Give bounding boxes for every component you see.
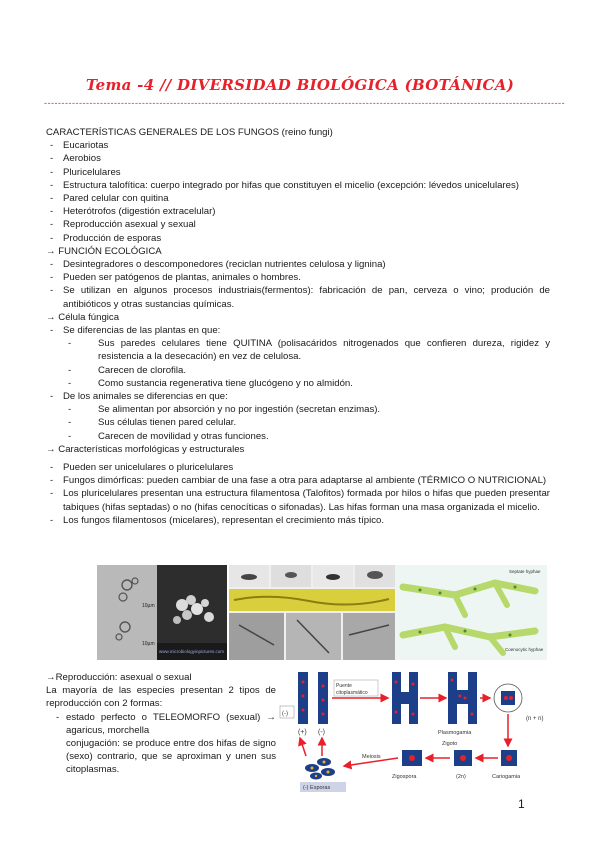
list-item (46, 487, 550, 513)
list-item-text: Pluricelulares (63, 166, 121, 178)
list-item-text: Fungos dimórficas: pueden cambiar de una fase a otra para adaptarse al ambiente (TÉRMICO O NUTRICIONAL) (63, 475, 547, 487)
label-minus-box: (-) (282, 711, 288, 717)
bullet-dash: - (50, 514, 54, 526)
plasmogamy-hyphae (448, 672, 477, 724)
bullet-dash: - (50, 179, 54, 191)
bullet-dash: - (50, 259, 54, 271)
coenocytic-label: Coenocytic hyphae (505, 647, 544, 652)
bridge-label-2: citoplasmático (336, 690, 368, 696)
list-item-text: Se utilizan en algunos procesos industriais(fermentos): fabricación de pan, cerveza o vino; produción de antibióticos y otras sustancias químicas. (63, 285, 550, 310)
list-item-text: Se diferencias de las plantas en que: (63, 325, 221, 337)
list-item (46, 166, 550, 179)
list-item-text: Estructura talofítica: cuerpo integrado por hifas que constituyen el micelio (excepción: lévedos unicelulares) (63, 179, 519, 191)
list-item: - estado perfecto o TELEOMORFO (sexual) → agaricus, morchella (56, 711, 276, 736)
title-divider: ----------------------------------------------------------------------------------------------------------------------------------------------------- (44, 98, 566, 108)
bullet-dash: - (50, 285, 54, 297)
ecologica-list (46, 258, 550, 311)
list-item: - De los animales se diferencias en que: (46, 390, 550, 403)
scale-label-2: 10µm (142, 641, 155, 647)
hypha-pair (298, 672, 328, 724)
bullet-dash: - (50, 166, 54, 178)
list-item-text: Sus paredes celulares tiene QUITINA (polisacáridos nitrogenados que confieren dureza, rigidez y resistencia a la desecación) en vez de celulosa. (98, 338, 550, 363)
list-item-text: Carecen de movilidad y otras funciones. (98, 430, 269, 442)
fungi-figure (97, 565, 547, 660)
list-item (46, 139, 550, 152)
plasmogamy-label: Plasmogamia (438, 730, 472, 736)
animales-list (46, 403, 550, 443)
bullet-dash: - (50, 475, 54, 487)
morfologicas-list (46, 461, 550, 527)
list-item-text: Pueden ser patógenos de plantas, animales o hombres. (63, 272, 301, 284)
list-item-text: Producción de esporas (63, 232, 162, 244)
celula-heading: → Célula fúngica (46, 311, 120, 323)
list-item (46, 377, 550, 390)
bullet-dash: - (68, 417, 72, 429)
micrograph-hyphae-grid (229, 565, 395, 660)
bullet-dash: - (50, 193, 54, 205)
reproduction-section (46, 671, 276, 777)
list-item (46, 284, 550, 310)
list-item (46, 337, 550, 363)
reproduction-heading: →Reproducción: asexual o sexual (46, 672, 192, 683)
list-item-text: Eucariotas (63, 140, 109, 152)
list-item (46, 271, 550, 284)
two-n-label: (2n) (456, 774, 466, 780)
bullet-dash: - (68, 377, 72, 389)
list-item-text: Se alimentan por absorción y no por ingestión (secretan enzimas). (98, 404, 381, 416)
list-item-text: Desintegradores o descomponedores (reciclan nutrientes celulosa y lignina) (63, 259, 386, 271)
list-item (46, 232, 550, 245)
bullet-dash: - (50, 219, 54, 231)
page-title: Tema -4 // DIVERSIDAD BIOLÓGICA (BOTÁNICA) (85, 76, 515, 94)
list-item (46, 205, 550, 218)
meiosis-label: Meiosis (362, 754, 381, 760)
page-number: 1 (518, 797, 525, 811)
list-item-text: Aerobios (63, 153, 101, 165)
bullet-dash: - (50, 140, 54, 152)
list-item (46, 461, 550, 474)
list-item: - Se diferencias de las plantas en que: (46, 324, 550, 337)
list-item-text: Sus células tienen pared celular. (98, 417, 237, 429)
arrow (300, 738, 306, 756)
list-item-text: Los pluricelulares presentan una estructura filamentosa (Talofitos) formada por hilos o hifas que pueden presentar tabiques (hifas septadas) o no (hifas cenocíticas o sifonadas). Las hifas forman una masa organizada el micelio. (63, 488, 550, 513)
micrograph-yeast (97, 565, 157, 660)
list-item-text: Reproducción asexual y sexual (63, 219, 196, 231)
general-list (46, 139, 550, 245)
list-item (46, 179, 550, 192)
morfologicas-heading: → Características morfológicas y estructurales (46, 443, 245, 455)
reproduction-cycle-diagram (278, 668, 553, 793)
karyogamy-label: Cariogamia (492, 774, 521, 780)
zygote-label: Zigoto (442, 741, 458, 747)
list-item (46, 403, 550, 416)
list-item-text: Pueden ser unicelulares o pluricelulares (63, 462, 234, 474)
bullet-dash: - (50, 153, 54, 165)
bullet-dash: - (50, 206, 54, 218)
list-item-text: Los fungos filamentosos (micelares), representan el crecimiento más típico. (63, 514, 384, 526)
bullet-dash: - (50, 272, 54, 284)
list-item (46, 364, 550, 377)
list-item (46, 474, 550, 487)
bullet-dash: - (50, 232, 54, 244)
list-item-text: estado perfecto o TELEOMORFO (sexual) → agaricus, morchella (66, 711, 276, 736)
zygospore-label: Zigospora (392, 774, 417, 780)
bridge-label: Puente (336, 683, 352, 689)
scale-label-1: 10µm (142, 603, 155, 609)
bullet-dash: - (68, 364, 72, 376)
list-item-text: Pared celular con quitina (63, 193, 169, 205)
figure-url: www.microbiologyinpictures.com (159, 649, 225, 654)
list-item-text: De los animales se diferencias en que: (63, 391, 228, 403)
bullet-dash: - (50, 462, 54, 474)
spores (305, 758, 335, 780)
spores-label: (-) Esporas (303, 785, 331, 791)
list-item (46, 430, 550, 443)
list-item (46, 258, 550, 271)
label-minus: (-) (318, 729, 325, 736)
label-plus: (+) (298, 729, 307, 736)
list-item-text: Heterótrofos (digestión extracelular) (63, 206, 216, 218)
reproduction-intro: La mayoría de las especies presentan 2 tipos de reproducción con 2 formas: (46, 685, 276, 710)
septate-label: Septate hyphae (509, 569, 541, 574)
ecologica-heading: → FUNCIÓN ECOLÓGICA (46, 245, 162, 257)
bullet-dash: - (68, 338, 72, 350)
micrograph-sem (157, 565, 227, 660)
list-item (46, 192, 550, 205)
bullet-dash: - (68, 430, 72, 442)
n-plus-n-label: (n + n) (526, 716, 544, 722)
list-item (46, 514, 550, 527)
bullet-dash: - (50, 488, 54, 500)
list-item (46, 218, 550, 231)
bullet-dash: - (68, 404, 72, 416)
plantas-list (46, 337, 550, 390)
hyphae-illustration (395, 565, 547, 660)
main-content (46, 126, 550, 527)
conjugation-text: conjugación: se produce entre dos hifas de signo (sexo) contrario, que se aproximan y unen sus citoplasmas. (66, 738, 276, 776)
section-heading: CARACTERÍSTICAS GENERALES DE LOS FUNGOS (reino fungi) (46, 127, 333, 138)
list-item-text: Como sustancia regenerativa tiene glucógeno y no almidón. (98, 377, 353, 389)
bridged-hyphae (392, 672, 418, 724)
list-item (46, 152, 550, 165)
list-item (46, 416, 550, 429)
list-item-text: Carecen de clorofila. (98, 364, 186, 376)
